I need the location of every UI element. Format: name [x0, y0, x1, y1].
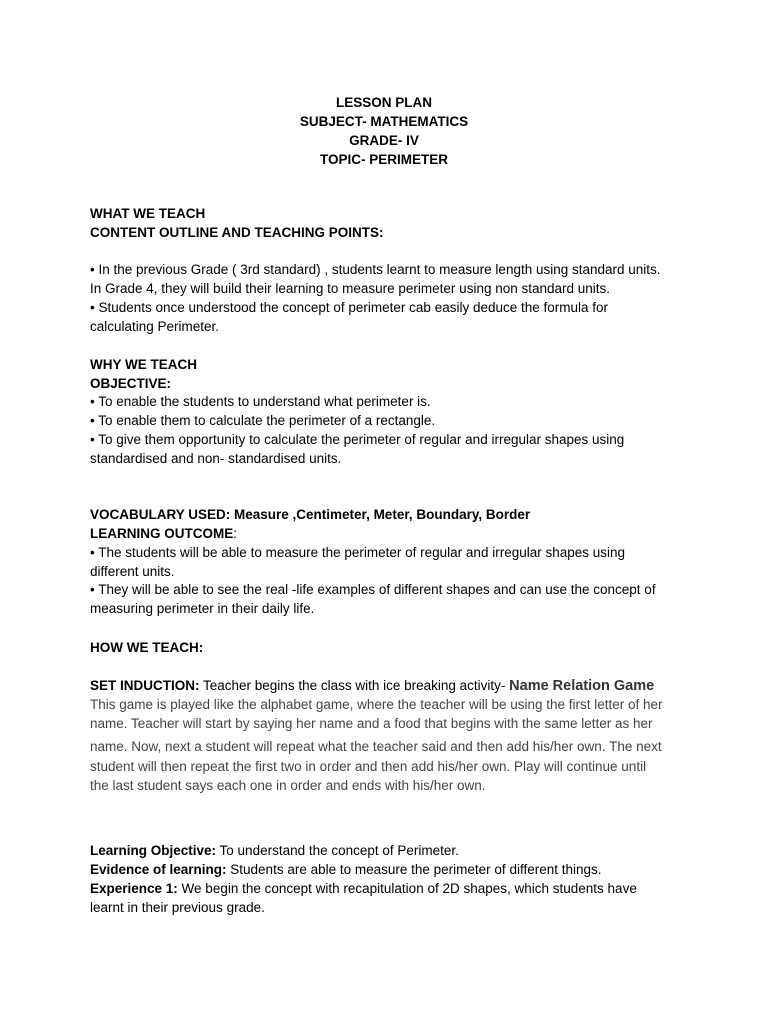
set-induction-text: Teacher begins the class with ice breaking activity- [199, 678, 510, 693]
game-title: Name Relation Game [509, 678, 655, 694]
learning-objective-label: Learning Objective: [90, 843, 217, 858]
header-lesson-plan: LESSON PLAN [335, 95, 432, 110]
section-heading-why-we-teach: WHY WE TEACH [90, 357, 197, 372]
learning-outcome-2-line-2: measuring perimeter in their daily life. [90, 601, 315, 616]
teaching-point-1-line-2: In Grade 4, they will build their learning to measure perimeter using non standard units. [90, 281, 611, 296]
objective-2: • To enable them to calculate the perimeter of a rectangle. [90, 413, 436, 428]
set-induction-label: SET INDUCTION: [90, 678, 200, 693]
teaching-point-2-line-1: • Students once understood the concept of perimeter cab easily deduce the formula for [90, 300, 609, 315]
game-description-line-5: the last student says each one in order and ends with his/her own. [90, 778, 486, 793]
teaching-point-1-line-1: • In the previous Grade ( 3rd standard) , students learnt to measure length using standard units. [90, 262, 661, 277]
set-induction-line [90, 676, 654, 696]
learning-outcome-2-line-1: • They will be able to see the real -life examples of different shapes and can use the concept of [90, 582, 656, 597]
game-description-line-2: name. Teacher will start by saying her name and a food that begins with the same letter as her [90, 716, 653, 731]
header-topic: TOPIC- PERIMETER [319, 152, 448, 167]
vocabulary-used: VOCABULARY USED: Measure ,Centimeter, Meter, Boundary, Border [90, 507, 531, 522]
game-description-line-1: This game is played like the alphabet game, where the teacher will be using the first letter of her [90, 697, 663, 712]
learning-objective-line [90, 841, 459, 860]
lesson-header [0, 93, 768, 169]
objective-3-line-2: standardised and non- standardised units. [90, 451, 342, 466]
game-description-line-4: student will then repeat the first two in order and then add his/her own. Play will continue until [90, 759, 647, 774]
header-subject: SUBJECT- MATHEMATICS [299, 114, 469, 129]
experience-1-line-2: learnt in their previous grade. [90, 900, 265, 915]
evidence-of-learning-text: Students are able to measure the perimeter of different things. [226, 862, 602, 877]
teaching-point-2-line-2: calculating Perimeter. [90, 319, 220, 334]
experience-1-line-1 [90, 879, 637, 898]
section-subheading-objective: OBJECTIVE: [90, 376, 172, 391]
evidence-of-learning-label: Evidence of learning: [90, 862, 227, 877]
experience-1-text: We begin the concept with recapitulation of 2D shapes, which students have [177, 881, 637, 896]
learning-outcome-heading: LEARNING OUTCOME [90, 526, 234, 541]
learning-objective-text: To understand the concept of Perimeter. [216, 843, 459, 858]
learning-outcome-colon: : [233, 526, 238, 541]
learning-outcome-heading-line [90, 524, 237, 543]
objective-1: • To enable the students to understand what perimeter is. [90, 394, 431, 409]
objective-3-line-1: • To give them opportunity to calculate the perimeter of regular and irregular shapes using [90, 432, 625, 447]
experience-1-label: Experience 1: [90, 881, 178, 896]
section-subheading-content-outline: CONTENT OUTLINE AND TEACHING POINTS: [90, 225, 384, 240]
section-heading-how-we-teach: HOW WE TEACH: [90, 640, 204, 655]
header-grade: GRADE- IV [349, 133, 419, 148]
game-description-line-3: name. Now, next a student will repeat what the teacher said and then add his/her own. The next [90, 739, 662, 754]
learning-outcome-1-line-1: • The students will be able to measure the perimeter of regular and irregular shapes using [90, 545, 626, 560]
section-heading-what-we-teach: WHAT WE TEACH [90, 206, 206, 221]
evidence-of-learning-line [90, 860, 602, 879]
learning-outcome-1-line-2: different units. [90, 564, 175, 579]
